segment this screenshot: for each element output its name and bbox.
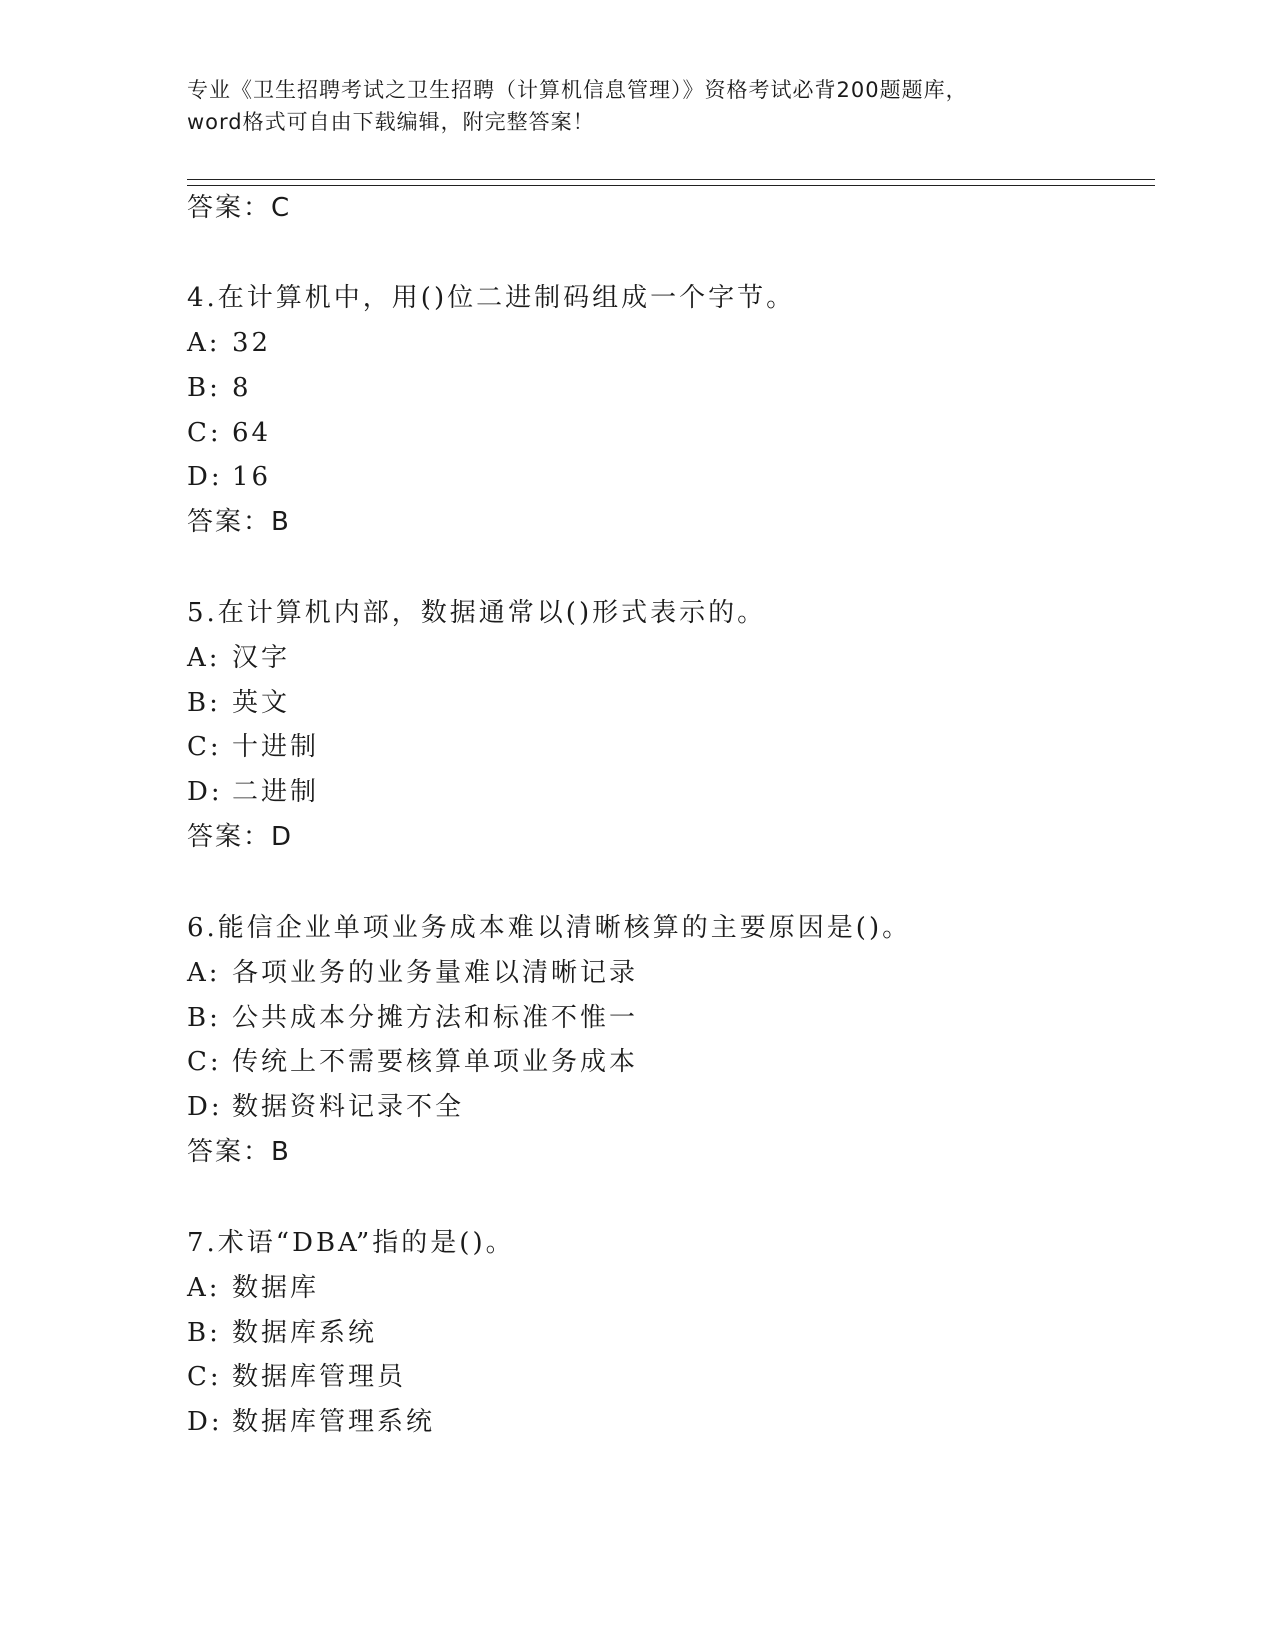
option-b [187,1002,638,1034]
option-c [187,1046,638,1078]
option-c [187,731,319,763]
option-b [187,687,290,719]
question-stem: 4.在计算机中，用()位二进制码组成一个字节。 [187,283,796,313]
option-letter: B: [187,373,221,403]
option-text: 数据库 [232,1273,320,1303]
option-a [187,1272,319,1304]
header-line-1: 专业《卫生招聘考试之卫生招聘（计算机信息管理）》资格考试必背200题题库， [187,78,968,102]
option-d [187,461,271,493]
header-divider-bottom [187,185,1155,186]
option-letter: D: [187,462,223,492]
option-letter: A: [187,643,221,673]
option-text: 数据库管理员 [232,1362,407,1392]
option-letter: D: [187,1407,223,1437]
header-divider-top [187,179,1155,180]
answer: 答案：B [187,1137,291,1167]
option-text: 32 [232,328,272,358]
question-stem: 7.术语“DBA”指的是()。 [187,1228,515,1258]
option-letter: C: [187,732,222,762]
option-text: 英文 [232,688,291,718]
answer: 答案：D [187,822,294,852]
option-letter: C: [187,1362,222,1392]
question-stem: 6.能信企业单项业务成本难以清晰核算的主要原因是()。 [187,913,912,943]
option-letter: B: [187,688,221,718]
option-text: 各项业务的业务量难以清晰记录 [232,958,639,988]
option-letter: C: [187,1047,222,1077]
option-b [187,1317,377,1349]
option-text: 8 [232,373,252,403]
header-line-2: word格式可自由下载编辑，附完整答案！ [187,110,595,134]
option-letter: D: [187,777,223,807]
option-letter: A: [187,328,221,358]
option-text: 汉字 [232,643,291,673]
option-text: 数据库系统 [232,1318,378,1348]
option-d [187,1091,464,1123]
document-header [187,74,1087,138]
option-text: 16 [232,462,272,492]
option-text: 数据库管理系统 [232,1407,436,1437]
question-stem: 5.在计算机内部，数据通常以()形式表示的。 [187,598,767,628]
option-text: 64 [232,418,272,448]
option-letter: A: [187,958,221,988]
option-c [187,417,271,449]
option-text: 十进制 [232,732,320,762]
option-d [187,776,319,808]
option-text: 数据资料记录不全 [232,1092,465,1122]
option-d [187,1406,435,1438]
option-a [187,642,290,674]
option-text: 公共成本分摊方法和标准不惟一 [232,1003,639,1033]
option-a [187,327,271,359]
option-letter: D: [187,1092,223,1122]
option-letter: B: [187,1318,221,1348]
option-text: 二进制 [232,777,320,807]
option-letter: A: [187,1273,221,1303]
option-c [187,1361,406,1393]
option-a [187,957,638,989]
answer: 答案：B [187,507,291,537]
option-b [187,372,252,404]
option-text: 传统上不需要核算单项业务成本 [232,1047,639,1077]
option-letter: B: [187,1003,221,1033]
previous-answer: 答案：C [187,193,292,223]
option-letter: C: [187,418,222,448]
